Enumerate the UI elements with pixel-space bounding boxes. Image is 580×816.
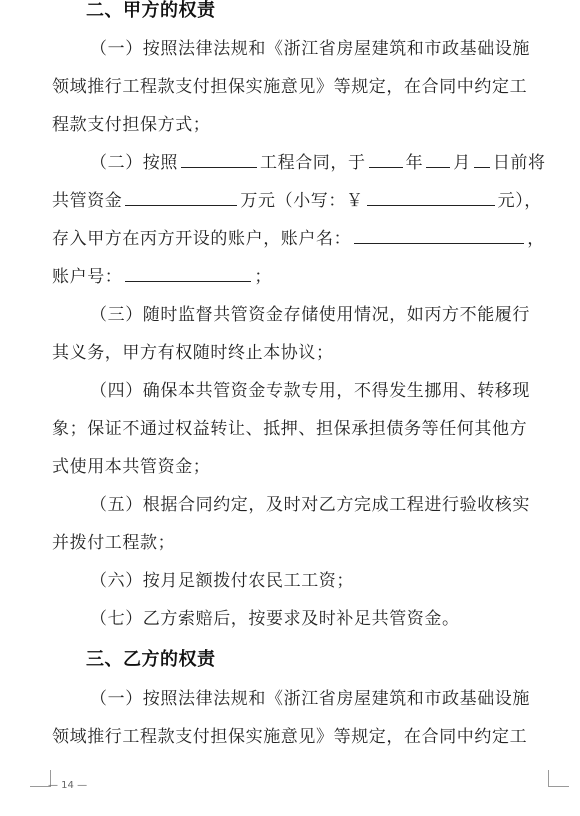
paragraph-line-with-blanks (52, 224, 545, 249)
fill-blank-year[interactable] (369, 151, 403, 168)
fill-blank-amount-wan[interactable] (125, 189, 237, 206)
text-segment: 存入甲方在丙方开设的账户，账户名： (52, 229, 352, 249)
text-segment: 万元（小写：￥ (240, 191, 364, 211)
fill-blank-day[interactable] (474, 151, 490, 168)
paragraph-line: 领域推行工程款支付担保实施意见》等规定，在合同中约定工 (52, 77, 528, 97)
paragraph-line: （四）确保本共管资金专款专用，不得发生挪用、转移现 (90, 381, 530, 401)
text-segment: 月 (453, 153, 471, 173)
page-number: — 14 — (48, 780, 88, 791)
text-segment: 日前将 (492, 153, 546, 173)
paragraph-line: （五）根据合同约定，及时对乙方完成工程进行验收核实 (90, 495, 530, 515)
paragraph-line: 领域推行工程款支付担保实施意见》等规定，在合同中约定工 (52, 727, 528, 747)
paragraph-line: （一）按照法律法规和《浙江省房屋建筑和市政基础设施 (90, 689, 530, 709)
fill-blank-amount-figures[interactable] (367, 189, 495, 206)
section-heading-party-a: 二、甲方的权责 (86, 0, 216, 21)
section-heading-party-b: 三、乙方的权责 (86, 649, 216, 670)
paragraph-line-with-blanks (90, 148, 546, 173)
paragraph-line-with-blanks (52, 186, 542, 211)
fill-blank-account-name[interactable] (354, 227, 524, 244)
paragraph-line: （一）按照法律法规和《浙江省房屋建筑和市政基础设施 (90, 39, 530, 59)
paragraph-line: 并拨付工程款； (52, 533, 176, 553)
fill-blank-month[interactable] (426, 151, 450, 168)
paragraph-line: （三）随时监督共管资金存储使用情况，如丙方不能履行 (90, 305, 530, 325)
text-segment: 工程合同，于 (260, 153, 366, 173)
paragraph-line-with-blanks (52, 262, 272, 287)
paragraph-line: 其义务，甲方有权随时终止本协议； (52, 343, 334, 363)
text-segment: 年 (405, 153, 424, 173)
text-segment: 元）， (497, 191, 542, 211)
text-segment: ； (254, 267, 273, 287)
fill-blank-account-number[interactable] (125, 265, 251, 282)
paragraph-line: 式使用本共管资金； (52, 457, 211, 477)
paragraph-line: 程款支付担保方式； (52, 115, 211, 135)
fill-blank-project[interactable] (181, 151, 257, 168)
text-segment: 共管资金 (52, 191, 123, 211)
paragraph-line: （七）乙方索赔后，按要求及时补足共管资金。 (90, 609, 460, 629)
text-segment: ， (527, 229, 545, 249)
text-segment: 账户号： (52, 267, 123, 287)
paragraph-line: 象；保证不通过权益转让、抵押、担保承担债务等任何其他方 (52, 419, 528, 439)
paragraph-line: （六）按月足额拨付农民工工资； (90, 571, 354, 591)
crop-mark-right (548, 770, 569, 787)
text-segment: （二）按照 (90, 153, 178, 173)
